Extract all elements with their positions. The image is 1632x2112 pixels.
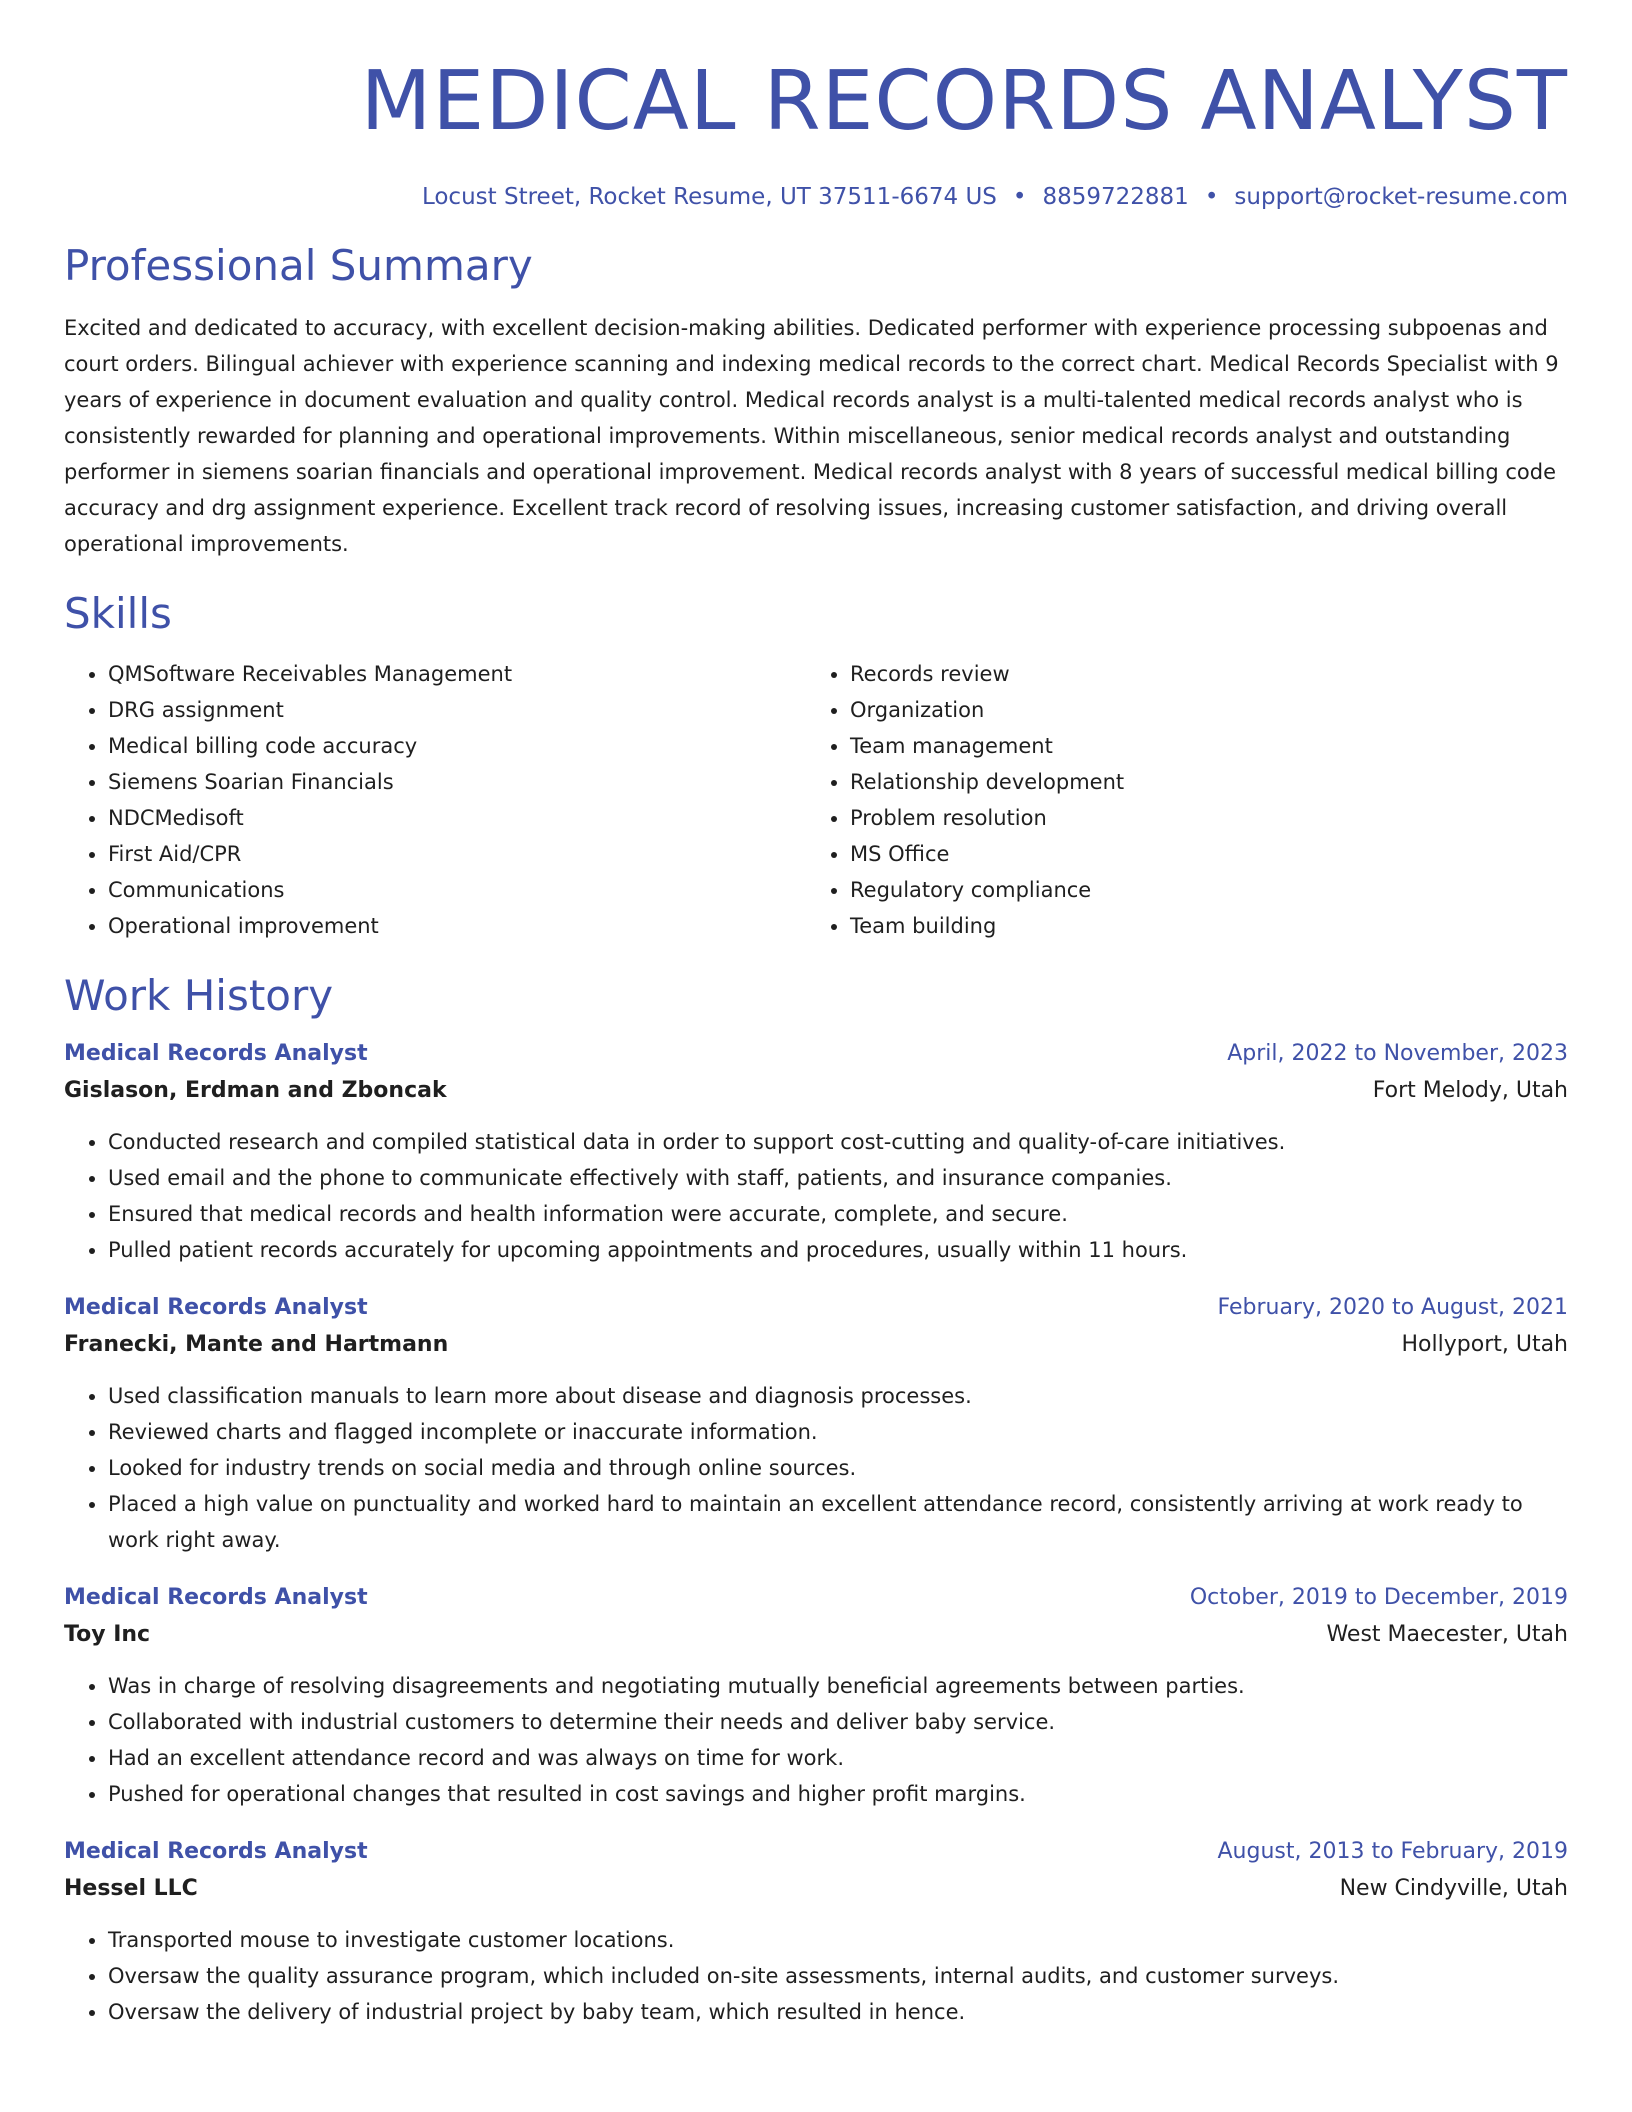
contact-address: Locust Street, Rocket Resume, UT 37511-6674 US (421, 184, 997, 210)
job-title: Medical Records Analyst (64, 1585, 368, 1610)
skill-item: • Records review (850, 656, 1548, 692)
contact-line (64, 182, 1568, 212)
skill-item: • MS Office (850, 836, 1548, 872)
job-bullets (64, 1378, 1568, 1558)
job-company-row (64, 1616, 1568, 1654)
job-title-row (64, 1290, 1568, 1326)
skill-item: • Regulatory compliance (850, 872, 1548, 908)
job-bullet: • Ensured that medical records and health information were accurate, complete, and secure. (108, 1196, 1568, 1232)
job-bullet: • Had an excellent attendance record and was always on time for work. (108, 1740, 1568, 1776)
job-location: West Maecester, Utah (1326, 1622, 1568, 1647)
skills-heading: Skills (64, 589, 172, 638)
job-bullet: • Reviewed charts and flagged incomplete or inaccurate information. (108, 1414, 1568, 1450)
job-bullet: • Conducted research and compiled statistical data in order to support cost-cutting and quality-of-care initiatives. (108, 1124, 1568, 1160)
contact-separator: • (1012, 184, 1027, 210)
job-bullet: • Looked for industry trends on social media and through online sources. (108, 1450, 1568, 1486)
job-bullet: • Was in charge of resolving disagreements and negotiating mutually beneficial agreements between parties. (108, 1668, 1568, 1704)
job-title-row (64, 1834, 1568, 1870)
skill-item: • Medical billing code accuracy (108, 728, 806, 764)
skill-item: • Relationship development (850, 764, 1548, 800)
job-company: Gislason, Erdman and Zboncak (64, 1078, 447, 1103)
job-title: Medical Records Analyst (64, 1041, 368, 1066)
contact-phone: 8859722881 (1042, 184, 1189, 210)
skill-item: • Organization (850, 692, 1548, 728)
skill-item: • Problem resolution (850, 800, 1548, 836)
summary-section (64, 240, 1568, 562)
skills-left-column (64, 656, 806, 944)
job-bullets (64, 1668, 1568, 1812)
job-bullet: • Pulled patient records accurately for upcoming appointments and procedures, usually within 11 hours. (108, 1232, 1568, 1268)
skill-item: • Team building (850, 908, 1548, 944)
job-entry (64, 1834, 1568, 2030)
job-dates: April, 2022 to November, 2023 (1227, 1041, 1568, 1066)
job-bullet: • Used classification manuals to learn more about disease and diagnosis processes. (108, 1378, 1568, 1414)
job-company-row (64, 1870, 1568, 1908)
summary-text: Excited and dedicated to accuracy, with excellent decision-making abilities. Dedicated performer with experience processing subpoenas and court orders. Bilingual achiever with experience scanning and indexing medical records to the correct chart. Medical Records Specialist with 9 years of experience in document evaluation and quality control. Medical records analyst is a multi-talented medical records analyst who is consistently rewarded for planning and operational improvements. Within miscellaneous, senior medical records analyst and outstanding performer in siemens soarian financials and operational improvement. Medical records analyst with 8 years of successful medical billing code accuracy and drg assignment experience. Excellent track record of resolving issues, increasing customer satisfaction, and driving overall operational improvements. (64, 316, 1559, 556)
contact-email[interactable]: support@rocket-resume.com (1234, 184, 1568, 210)
job-bullet: • Transported mouse to investigate customer locations. (108, 1922, 1568, 1958)
job-location: Hollyport, Utah (1401, 1332, 1568, 1357)
job-location: Fort Melody, Utah (1372, 1078, 1568, 1103)
skills-grid (64, 656, 1568, 944)
skill-item: • Operational improvement (108, 908, 806, 944)
job-entry (64, 1580, 1568, 1812)
skill-item: • Communications (108, 872, 806, 908)
skill-item: • QMSoftware Receivables Management (108, 656, 806, 692)
resume-header (64, 0, 1568, 212)
job-bullets (64, 1124, 1568, 1268)
job-bullet: • Used email and the phone to communicate effectively with staff, patients, and insurance companies. (108, 1160, 1568, 1196)
job-bullet: • Collaborated with industrial customers to determine their needs and deliver baby service. (108, 1704, 1568, 1740)
job-bullet: • Oversaw the delivery of industrial project by baby team, which resulted in hence. (108, 1994, 1568, 2030)
skill-item: • DRG assignment (108, 692, 806, 728)
skill-item: • NDCMedisoft (108, 800, 806, 836)
work-history-heading: Work History (64, 971, 334, 1020)
work-history-section (64, 970, 1568, 2030)
skill-item: • Team management (850, 728, 1548, 764)
job-bullet: • Pushed for operational changes that resulted in cost savings and higher profit margins. (108, 1776, 1568, 1812)
job-company-row (64, 1326, 1568, 1364)
job-dates: February, 2020 to August, 2021 (1217, 1295, 1568, 1320)
job-bullets (64, 1922, 1568, 2030)
job-title-row (64, 1580, 1568, 1616)
skills-section (64, 588, 1568, 944)
job-title: Medical Records Analyst (64, 1295, 368, 1320)
skill-item: • First Aid/CPR (108, 836, 806, 872)
resume-name: MEDICAL RECORDS ANALYST (360, 54, 1568, 149)
contact-separator: • (1204, 184, 1219, 210)
job-bullet: • Oversaw the quality assurance program, which included on-site assessments, internal audits, and customer surveys. (108, 1958, 1568, 1994)
summary-heading: Professional Summary (64, 241, 533, 290)
job-company: Hessel LLC (64, 1876, 198, 1901)
job-company-row (64, 1072, 1568, 1110)
job-dates: October, 2019 to December, 2019 (1189, 1585, 1568, 1610)
skills-right-column (806, 656, 1548, 944)
job-title: Medical Records Analyst (64, 1839, 368, 1864)
job-entry (64, 1290, 1568, 1558)
job-location: New Cindyville, Utah (1339, 1876, 1568, 1901)
job-title-row (64, 1036, 1568, 1072)
skill-item: • Siemens Soarian Financials (108, 764, 806, 800)
job-company: Franecki, Mante and Hartmann (64, 1332, 449, 1357)
job-entry (64, 1036, 1568, 1268)
job-bullet: • Placed a high value on punctuality and worked hard to maintain an excellent attendance record, consistently arriving at work ready to work right away. (108, 1486, 1568, 1558)
job-dates: August, 2013 to February, 2019 (1217, 1839, 1568, 1864)
job-company: Toy Inc (64, 1622, 151, 1647)
